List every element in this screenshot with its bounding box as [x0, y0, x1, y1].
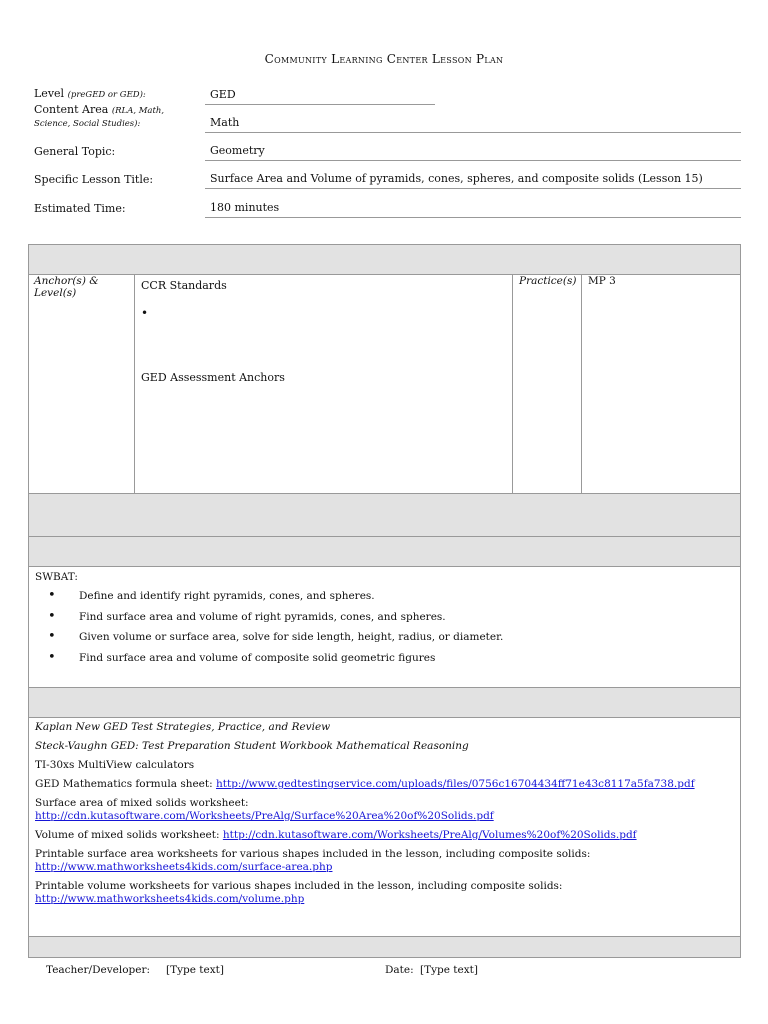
- shaded-row: [29, 537, 741, 567]
- standards-row: [29, 275, 741, 494]
- resource-book-kaplan: Kaplan New GED Test Strategies, Practice, and Review: [35, 721, 331, 733]
- content-area-hint-2: Science, Social Studies):: [34, 119, 141, 129]
- level-label: [34, 88, 146, 101]
- resources-cell[interactable]: [29, 718, 741, 937]
- general-topic-field[interactable]: Geometry: [205, 144, 741, 161]
- list-item: • Given volume or surface area, solve for side length, height, radius, or diameter.: [35, 627, 734, 648]
- level-field[interactable]: GED: [205, 88, 435, 105]
- level-hint: (preGED or GED):: [67, 90, 146, 100]
- practice-value[interactable]: MP 3: [582, 275, 741, 494]
- volume-mixed-label: Volume of mixed solids worksheet:: [35, 829, 223, 841]
- ccr-standards-heading: CCR Standards: [141, 279, 227, 292]
- header-band-4: [29, 688, 741, 718]
- page-title: Community Learning Center Lesson Plan: [264, 52, 504, 66]
- list-item: • Define and identify right pyramids, cones, and spheres.: [35, 586, 734, 607]
- formula-sheet-link[interactable]: http://www.gedtestingservice.com/uploads/files/0756c16704434ff71e43c8117a5fa738.pdf: [216, 778, 695, 790]
- footer-band: [29, 937, 741, 958]
- header-band-1: [29, 245, 741, 275]
- volume-printable-label: Printable volume worksheets for various shapes included in the lesson, including composite solids:: [35, 880, 563, 892]
- resources-row: [29, 718, 741, 937]
- shaded-row: [29, 937, 741, 958]
- objectives-row: [29, 567, 741, 688]
- practice-label: Practice(s): [513, 275, 582, 494]
- resource-book-steck-vaughn: Steck-Vaughn GED: Test Preparation Student Workbook Mathematical Reasoning: [35, 740, 469, 752]
- volume-printable-link[interactable]: http://www.mathworksheets4kids.com/volume.php: [35, 893, 305, 905]
- header-band-3: [29, 537, 741, 567]
- formula-sheet-label: GED Mathematics formula sheet:: [35, 778, 216, 790]
- surface-area-mixed-link[interactable]: http://cdn.kutasoftware.com/Worksheets/PreAlg/Surface%20Area%20of%20Solids.pdf: [35, 810, 494, 822]
- standards-cell[interactable]: [135, 275, 513, 494]
- date-field[interactable]: [Type text]: [420, 964, 478, 976]
- lesson-title-label: Specific Lesson Title:: [34, 173, 154, 186]
- resource-formula-sheet: [35, 778, 734, 791]
- objectives-list: [35, 586, 734, 668]
- list-item: • Find surface area and volume of right pyramids, cones, and spheres.: [35, 607, 734, 628]
- volume-mixed-link[interactable]: http://cdn.kutasoftware.com/Worksheets/PreAlg/Volumes%20of%20Solids.pdf: [222, 829, 637, 841]
- objectives-cell[interactable]: [29, 567, 741, 688]
- level-label-text: Level: [34, 87, 65, 100]
- list-item: • Find surface area and volume of composite solid geometric figures: [35, 648, 734, 669]
- teacher-developer-field[interactable]: [Type text]: [166, 964, 224, 976]
- content-area-label: [34, 104, 164, 130]
- content-area-label-text: Content Area: [34, 103, 109, 116]
- estimated-time-label: Estimated Time:: [34, 202, 126, 215]
- surface-area-printable-link[interactable]: http://www.mathworksheets4kids.com/surface-area.php: [35, 861, 333, 873]
- content-area-hint-1: (RLA, Math,: [111, 106, 165, 116]
- swbat-heading: SWBAT:: [35, 571, 78, 583]
- content-area-field[interactable]: Math: [205, 116, 741, 133]
- shaded-row: [29, 494, 741, 537]
- ccr-standards-bullet: •: [141, 306, 149, 320]
- surface-area-printable-label: Printable surface area worksheets for various shapes included in the lesson, including composite solids:: [35, 848, 591, 860]
- general-topic-label: General Topic:: [34, 145, 116, 158]
- surface-area-mixed-label: Surface area of mixed solids worksheet:: [35, 797, 249, 809]
- resource-surface-area-printable: [35, 848, 734, 874]
- shaded-row: [29, 688, 741, 718]
- lesson-title-field[interactable]: Surface Area and Volume of pyramids, cones, spheres, and composite solids (Lesson 15): [205, 172, 741, 189]
- date-label: Date:: [385, 964, 414, 976]
- shaded-row: [29, 245, 741, 275]
- teacher-developer-label: Teacher/Developer:: [46, 964, 151, 976]
- resource-calculator: TI-30xs MultiView calculators: [35, 759, 195, 771]
- estimated-time-field[interactable]: 180 minutes: [205, 201, 741, 218]
- resource-surface-area-mixed: [35, 797, 734, 823]
- lesson-plan-table: [28, 244, 741, 958]
- resource-volume-mixed: [35, 829, 734, 842]
- resource-volume-printable: [35, 880, 734, 906]
- ged-assessment-anchors-heading: GED Assessment Anchors: [141, 371, 285, 384]
- header-band-2: [29, 494, 741, 537]
- anchor-level-label: Anchor(s) & Level(s): [29, 275, 135, 494]
